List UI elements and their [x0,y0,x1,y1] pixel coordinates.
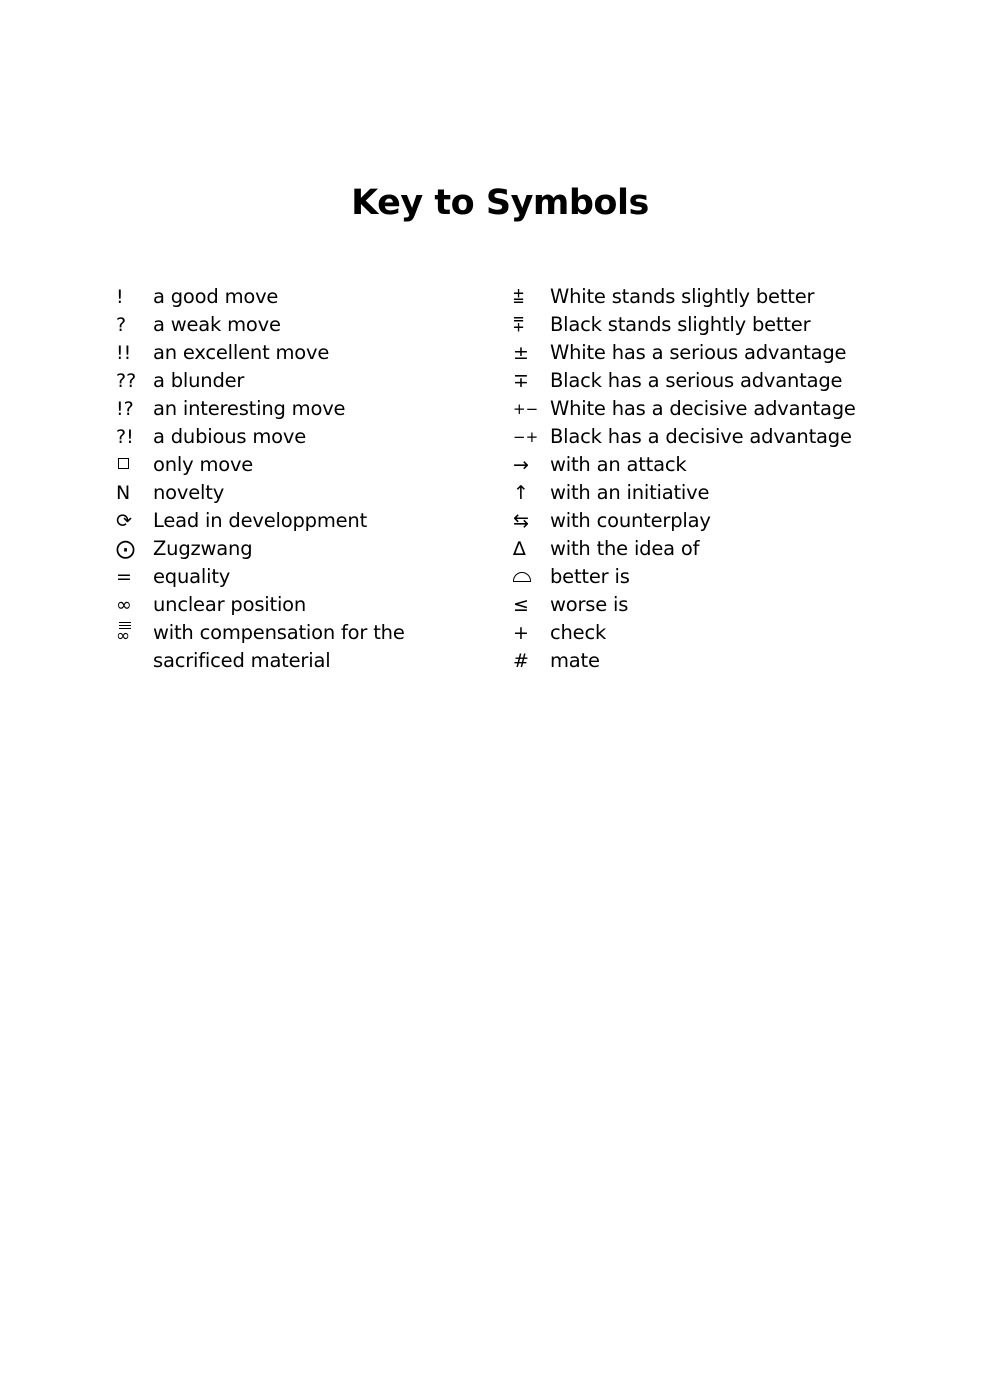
square-icon [118,458,129,469]
compensation-icon: ∞ [116,622,134,646]
meaning: a good move [153,285,279,308]
symbol: = [116,566,132,588]
list-item [513,339,893,367]
meaning: an excellent move [153,341,330,364]
symbol: ≤ [513,594,529,616]
meaning: White has a serious advantage [550,341,847,364]
zugzwang-icon: ⨀ [116,538,135,560]
list-item [116,535,476,563]
symbol: ! [116,286,124,308]
list-item [513,591,893,619]
meaning: Black has a decisive advantage [550,425,852,448]
list-item [116,339,476,367]
meaning: equality [153,565,231,588]
symbol: ?? [116,370,137,392]
meaning: White has a decisive advantage [550,397,856,420]
meaning: White stands slightly better [550,285,815,308]
symbol: + [513,622,529,644]
list-item [513,423,893,451]
arrow-right-icon: → [513,454,529,476]
list-item [513,535,893,563]
page-title: Key to Symbols [351,183,649,223]
list-item [513,479,893,507]
list-item [116,507,476,535]
meaning: with an initiative [550,481,710,504]
meaning: with counterplay [550,509,711,532]
symbol: N [116,482,131,504]
list-item [513,395,893,423]
symbol: ⩲ [513,286,525,308]
list-item [513,311,893,339]
meaning: with compensation for the sacrificed material [153,621,405,672]
symbol: ± [513,342,529,364]
meaning: only move [153,453,254,476]
list-item [513,647,893,675]
meaning: novelty [153,481,225,504]
list-item [116,367,476,395]
meaning: with the idea of [550,537,700,560]
meaning: a weak move [153,313,281,336]
meaning: Black has a serious advantage [550,369,843,392]
meaning: with an attack [550,453,687,476]
better-is-icon [513,572,531,582]
meaning: a dubious move [153,425,306,448]
meaning: Zugzwang [153,537,253,560]
symbol-list-right [513,283,893,675]
meaning: a blunder [153,369,245,392]
meaning: mate [550,649,600,672]
meaning: worse is [550,593,629,616]
meaning: an interesting move [153,397,346,420]
symbol [513,563,550,591]
list-item [116,563,476,591]
delta-icon: ∆ [513,538,526,560]
symbol: ?! [116,426,134,448]
meaning: better is [550,565,630,588]
meaning: Lead in developpment [153,509,368,532]
meaning: unclear position [153,593,307,616]
list-item [116,423,476,451]
list-item [513,563,893,591]
symbol [116,619,153,651]
symbol: −+ [513,428,539,446]
infinity-icon: ∞ [116,594,132,616]
counterplay-arrows-icon: ⇆ [513,510,529,532]
symbol: ? [116,314,127,336]
meaning: check [550,621,607,644]
arrow-up-icon: ↑ [513,482,529,504]
list-item [513,283,893,311]
symbol: !? [116,398,134,420]
list-item [513,507,893,535]
meaning: Black stands slightly better [550,313,811,336]
list-item [116,479,476,507]
list-item [116,311,476,339]
symbol-list-left [116,283,476,675]
list-item [116,451,476,479]
symbol: ∓ [513,370,529,392]
list-item [116,591,476,619]
symbol: # [513,650,529,672]
symbol: !! [116,342,132,364]
list-item [116,395,476,423]
symbol [116,451,153,479]
list-item [513,619,893,647]
list-item [513,451,893,479]
symbol: +− [513,400,539,418]
list-item [116,283,476,311]
symbol: ⩱ [513,314,525,336]
lead-in-development-icon: ⟳ [116,510,132,532]
list-item [116,619,476,675]
list-item [513,367,893,395]
